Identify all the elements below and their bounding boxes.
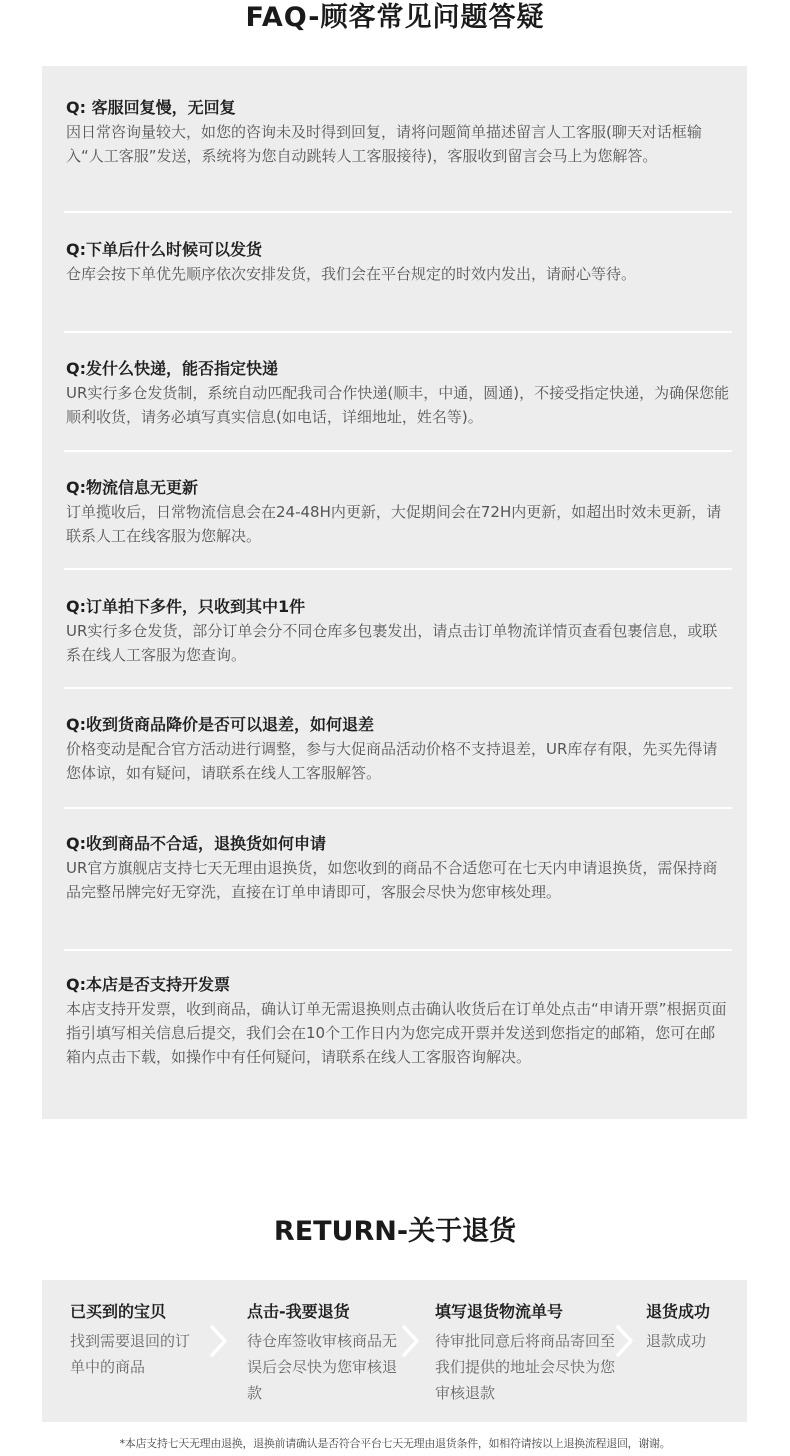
faq-item-price-drop (66, 713, 730, 785)
faq-divider (64, 807, 732, 809)
faq-answer: UR实行多仓发货制，系统自动匹配我司合作快递(顺丰，中通，圆通)，不接受指定快递，为确保您能顺利收货，请务必填写真实信息(如电话，详细地址，姓名等)。 (66, 384, 730, 426)
faq-item-ship-time (66, 238, 730, 286)
faq-question: Q:收到商品不合适，退换货如何申请 (66, 834, 327, 853)
faq-item-logistics (66, 476, 730, 548)
step-description: 退款成功 (646, 1332, 707, 1350)
faq-answer: 订单揽收后，日常物流信息会在24-48H内更新，大促期间会在72H内更新，如超出时效未更新，请联系人工在线客服为您解决。 (66, 503, 722, 545)
step-description: 待仓库签收审核商品无误后会尽快为您审核退款 (247, 1332, 398, 1402)
step-title: 点击-我要退货 (247, 1302, 350, 1321)
faq-divider (64, 568, 732, 570)
faq-question: Q:收到货商品降价是否可以退差，如何退差 (66, 715, 375, 734)
faq-item-courier (66, 357, 730, 429)
faq-question: Q: 客服回复慢，无回复 (66, 98, 236, 117)
faq-answer: UR官方旗舰店支持七天无理由退换货，如您收到的商品不合适您可在七天内申请退换货，需保持商品完整吊牌完好无穿洗，直接在订单申请即可，客服会尽快为您审核处理。 (66, 859, 718, 901)
return-steps-panel (42, 1280, 747, 1422)
faq-answer: 本店支持开发票，收到商品，确认订单无需退换则点击确认收货后在订单处点击“申请开票”根据页面指引填写相关信息后提交，我们会在10个工作日内为您完成开票并发送到您指定的邮箱，您可在邮箱内点击下载，如操作中有任何疑问，请联系在线人工客服咨询解决。 (66, 1000, 727, 1066)
faq-divider (64, 211, 732, 213)
faq-answer: 仓库会按下单优先顺序依次安排发货，我们会在平台规定的时效内发出，请耐心等待。 (66, 265, 637, 283)
faq-divider (64, 331, 732, 333)
return-step-success (646, 1300, 742, 1354)
faq-item-return-exchange (66, 832, 730, 904)
faq-question: Q:订单拍下多件，只收到其中1件 (66, 597, 306, 616)
step-title: 退货成功 (646, 1302, 711, 1321)
return-step-tracking-number (435, 1300, 615, 1406)
chevron-right-icon (612, 1324, 636, 1358)
return-step-find-order (70, 1300, 202, 1380)
faq-question: Q:发什么快递，能否指定快递 (66, 359, 279, 378)
faq-answer: UR实行多仓发货，部分订单会分不同仓库多包裹发出，请点击订单物流详情页查看包裹信息，或联系在线人工客服为您查询。 (66, 622, 718, 664)
return-heading: RETURN-关于退货 (273, 1216, 517, 1247)
faq-question: Q:物流信息无更新 (66, 478, 199, 497)
faq-item-reply-slow (66, 96, 730, 168)
faq-item-partial-receipt (66, 595, 730, 667)
faq-divider (64, 687, 732, 689)
step-title: 填写退货物流单号 (435, 1302, 564, 1321)
faq-answer: 因日常咨询量较大，如您的咨询未及时得到回复，请将问题简单描述留言人工客服(聊天对话框输入“人工客服”发送，系统将为您自动跳转人工客服接待)，客服收到留言会马上为您解答。 (66, 123, 702, 165)
faq-divider (64, 949, 732, 951)
step-description: 待审批同意后将商品寄回至我们提供的地址会尽快为您审核退款 (435, 1332, 616, 1402)
step-title: 已买到的宝贝 (70, 1302, 167, 1321)
faq-item-invoice (66, 973, 730, 1069)
faq-answer: 价格变动是配合官方活动进行调整，参与大促商品活动价格不支持退差，UR库存有限，先买先得请您体谅，如有疑问，请联系在线人工客服解答。 (66, 740, 718, 782)
return-footnote: *本店支持七天无理由退换，退换前请确认是否符合平台七天无理由退货条件，如相符请按以上退换流程退回，谢谢。 (119, 1437, 671, 1450)
faq-question: Q:下单后什么时候可以发货 (66, 240, 263, 259)
faq-divider (64, 450, 732, 452)
step-description: 找到需要退回的订单中的商品 (70, 1332, 191, 1376)
chevron-right-icon (206, 1324, 230, 1358)
faq-panel (42, 66, 747, 1119)
faq-heading: FAQ-顾客常见问题答疑 (245, 2, 545, 33)
chevron-right-icon (398, 1324, 422, 1358)
faq-question: Q:本店是否支持开发票 (66, 975, 231, 994)
return-step-request (247, 1300, 397, 1406)
